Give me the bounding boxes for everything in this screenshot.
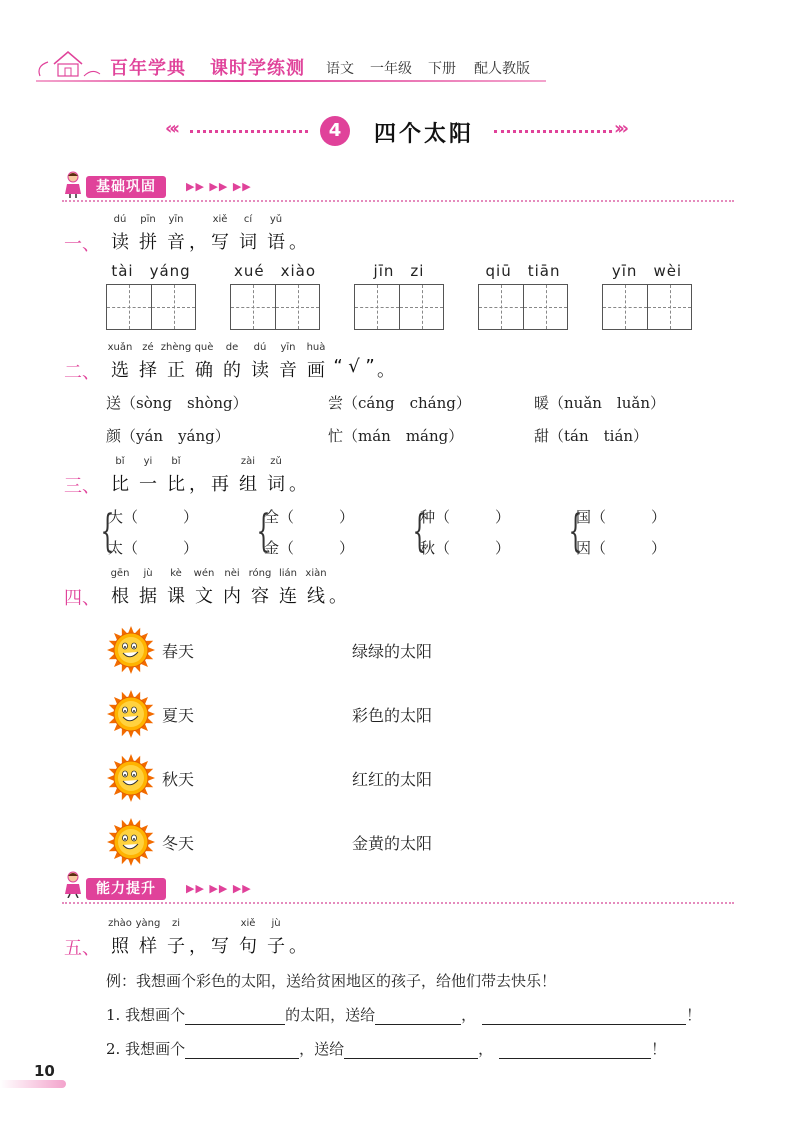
banner-arrows-icon: ▶▶ ▶▶ ▶▶ — [186, 180, 252, 193]
char-column — [262, 214, 290, 254]
volume: 下册 — [428, 61, 456, 77]
pinyin-syllable: yīn — [611, 262, 638, 280]
pinyin: yi — [143, 456, 153, 467]
tianzige-cell[interactable] — [355, 285, 399, 329]
pinyin: yīn — [280, 342, 296, 353]
pinyin: zi — [171, 918, 181, 929]
pinyin-word — [374, 262, 425, 284]
char-column — [362, 342, 378, 382]
lesson-number: 4 — [320, 116, 350, 146]
char-column — [106, 568, 134, 608]
blank-2a[interactable] — [185, 1042, 299, 1059]
char-column — [234, 214, 262, 254]
hanzi: 内 — [223, 586, 241, 607]
hanzi: 写 — [211, 936, 229, 957]
girl-icon — [62, 170, 84, 198]
word-blank[interactable]: 秋（ ） — [420, 539, 511, 557]
char-column — [246, 342, 274, 382]
title-dots-right — [494, 130, 612, 133]
pinyin-syllable: xiào — [280, 262, 317, 280]
char-column — [234, 456, 262, 496]
char-pair — [254, 506, 410, 558]
char-column — [190, 342, 218, 382]
fill-line-1-mid: 的太阳，送给 — [285, 1006, 376, 1024]
blank-1a[interactable] — [185, 1008, 285, 1025]
word-blank[interactable]: 全（ ） — [264, 508, 355, 526]
tianzige-box[interactable] — [354, 284, 444, 330]
question-number: 二、 — [64, 362, 100, 383]
pinyin: kè — [170, 568, 182, 579]
hanzi: ” — [365, 356, 375, 377]
hanzi: 读 — [251, 360, 269, 381]
tianzige-cell[interactable] — [479, 285, 523, 329]
sun-face-icon — [106, 753, 156, 803]
hanzi: 比 — [111, 474, 129, 495]
hanzi: 线 — [307, 586, 325, 607]
season-label[interactable]: 春天 — [162, 641, 195, 661]
char-column — [206, 214, 234, 254]
char-column — [190, 918, 206, 958]
reading-choice[interactable]: 尝（cáng cháng） — [328, 394, 471, 412]
brace-icon: { — [256, 506, 271, 557]
char-column — [106, 456, 134, 496]
pinyin-syllable: qiū — [485, 262, 512, 280]
fill-line-2 — [106, 1038, 726, 1059]
pinyin-syllable: zi — [410, 262, 425, 280]
char-column — [134, 214, 162, 254]
sun-face-icon — [106, 689, 156, 739]
hanzi: ， — [189, 474, 207, 495]
pair-items — [576, 506, 666, 558]
char-column — [134, 342, 162, 382]
pinyin: zhào — [108, 918, 132, 929]
pinyin: bǐ — [171, 456, 181, 467]
char-column — [206, 918, 234, 958]
char-column — [218, 342, 246, 382]
pinyin: pīn — [140, 214, 156, 225]
hanzi: 音 — [279, 360, 297, 381]
hanzi: 子 — [167, 936, 185, 957]
fill-line-2-prefix: 2. 我想画个 — [106, 1040, 186, 1058]
char-column — [302, 342, 330, 382]
char-column — [290, 214, 306, 254]
banner-arrows-icon: ▶▶ ▶▶ ▶▶ — [186, 882, 252, 895]
pinyin: de — [225, 342, 239, 353]
reading-choice[interactable]: 颜（yán yáng） — [106, 427, 230, 445]
tianzige-box[interactable] — [602, 284, 692, 330]
pinyin: zhèng — [160, 342, 192, 353]
right-chevrons-icon: ›» — [614, 118, 626, 139]
fill-line-1-end: ！ — [686, 1006, 702, 1024]
pinyin-word — [486, 262, 561, 284]
pinyin: yǔ — [269, 214, 283, 225]
reading-choice[interactable]: 暖（nuǎn luǎn） — [534, 394, 665, 412]
reading-choice[interactable]: 甜（tán tián） — [534, 427, 649, 445]
char-column — [346, 342, 362, 382]
question-2 — [64, 342, 744, 452]
question-text — [106, 568, 346, 608]
hanzi: 子 — [267, 936, 285, 957]
tianzige-cell[interactable] — [603, 285, 647, 329]
question-4 — [64, 568, 744, 868]
hanzi: 词 — [267, 474, 285, 495]
question-text — [106, 456, 306, 496]
hanzi: 。 — [289, 232, 307, 253]
question-text — [106, 342, 394, 382]
tianzige-cell[interactable] — [647, 285, 691, 329]
hanzi: 容 — [251, 586, 269, 607]
pinyin: xiě — [240, 918, 256, 929]
char-column — [134, 568, 162, 608]
char-column — [330, 568, 346, 608]
word-blank[interactable]: 大（ ） — [108, 508, 199, 526]
grade: 一年级 — [370, 61, 412, 77]
question-number: 三、 — [64, 476, 100, 497]
pinyin-word — [234, 262, 316, 284]
blank-2c[interactable] — [499, 1042, 651, 1059]
hanzi: 词 — [239, 232, 257, 253]
blank-1c[interactable] — [482, 1008, 686, 1025]
page-tab — [0, 1080, 66, 1088]
match-row — [106, 618, 706, 682]
pinyin: zài — [240, 456, 256, 467]
pair-items — [108, 506, 198, 558]
char-column — [106, 918, 134, 958]
match-row — [106, 746, 706, 810]
pinyin: lián — [278, 568, 298, 579]
pinyin: xuǎn — [107, 342, 133, 353]
hanzi: 。 — [377, 360, 395, 381]
hanzi: 根 — [111, 586, 129, 607]
char-pair — [98, 506, 254, 558]
word-blank[interactable]: 太（ ） — [108, 539, 199, 557]
word-blank[interactable]: 国（ ） — [576, 508, 667, 526]
question-1 — [64, 214, 744, 334]
hanzi: 拼 — [139, 232, 157, 253]
hanzi: 正 — [167, 360, 185, 381]
hanzi: 音 — [167, 232, 185, 253]
char-column — [302, 568, 330, 608]
pinyin: gēn — [110, 568, 130, 579]
fill-line-2-mid: ，送给 — [299, 1040, 345, 1058]
word-blank[interactable]: 金（ ） — [264, 539, 355, 557]
char-column — [262, 456, 290, 496]
pinyin: dú — [253, 342, 267, 353]
tianzige-cell[interactable] — [107, 285, 151, 329]
tianzige-cell[interactable] — [151, 285, 195, 329]
pinyin-syllable: tài — [111, 262, 134, 280]
pinyin: yīn — [168, 214, 184, 225]
sun-description[interactable]: 红红的太阳 — [352, 769, 433, 789]
hanzi: 。 — [329, 586, 347, 607]
pinyin: zǔ — [270, 456, 282, 467]
pinyin: huà — [306, 342, 326, 353]
pinyin: cí — [243, 214, 253, 225]
char-column — [134, 456, 162, 496]
pinyin: wén — [193, 568, 215, 579]
question-text — [106, 214, 306, 254]
pinyin-syllable: jīn — [373, 262, 395, 280]
fill-line-1-prefix: 1. 我想画个 — [106, 1006, 186, 1024]
hanzi: 课 — [167, 586, 185, 607]
char-column — [330, 342, 346, 382]
page-number: 10 — [34, 1062, 55, 1080]
sun-face-icon — [106, 625, 156, 675]
pinyin: xiàn — [305, 568, 327, 579]
pinyin-syllable: wèi — [653, 262, 683, 280]
char-column — [246, 568, 274, 608]
tianzige-box[interactable] — [478, 284, 568, 330]
hanzi: ， — [189, 232, 207, 253]
fill-line-1 — [106, 1004, 726, 1025]
hanzi: 样 — [139, 936, 157, 957]
pinyin-word-grid — [478, 262, 568, 330]
tianzige-cell[interactable] — [399, 285, 443, 329]
girl-icon — [62, 870, 84, 898]
pinyin-word-grid — [106, 262, 196, 330]
hanzi: 画 — [307, 360, 325, 381]
left-chevrons-icon: «‹ — [165, 118, 177, 139]
sun-face-icon — [106, 817, 156, 867]
hanzi: ， — [189, 936, 207, 957]
section-banner-basic: 基础巩固 — [86, 176, 166, 198]
char-column — [274, 568, 302, 608]
char-pair — [566, 506, 722, 558]
char-column — [162, 568, 190, 608]
fill-line-2-comma: ， — [478, 1040, 494, 1058]
pinyin-word — [612, 262, 682, 284]
pinyin-word — [111, 262, 190, 284]
fill-line-2-end: ！ — [651, 1040, 667, 1058]
blank-1b[interactable] — [375, 1008, 461, 1025]
reading-choice[interactable]: 送（sòng shòng） — [106, 394, 248, 412]
brace-icon: { — [100, 506, 115, 557]
char-column — [190, 456, 206, 496]
edition: 配人教版 — [474, 61, 530, 77]
hanzi: 语 — [267, 232, 285, 253]
pinyin: què — [194, 342, 214, 353]
hanzi: 择 — [139, 360, 157, 381]
tianzige-cell[interactable] — [523, 285, 567, 329]
char-column — [218, 568, 246, 608]
char-column — [262, 918, 290, 958]
pinyin: nèi — [224, 568, 240, 579]
char-pair — [410, 506, 566, 558]
house-icon — [34, 48, 106, 78]
match-row — [106, 682, 706, 746]
tianzige-box[interactable] — [106, 284, 196, 330]
example-sentence: 例：我想画个彩色的太阳，送给贫困地区的孩子，给他们带去快乐！ — [106, 972, 557, 990]
hanzi: 文 — [195, 586, 213, 607]
section-banner-advanced: 能力提升 — [86, 878, 166, 900]
pinyin: jù — [143, 568, 153, 579]
question-number: 一、 — [64, 234, 100, 255]
hanzi: 确 — [195, 360, 213, 381]
question-text — [106, 918, 306, 958]
brand-name: 百年学典 — [110, 58, 186, 79]
char-column — [290, 918, 306, 958]
blank-2b[interactable] — [344, 1042, 478, 1059]
subject: 语文 — [326, 61, 354, 77]
pinyin-word-grid — [602, 262, 692, 330]
header-rule — [36, 80, 546, 82]
char-column — [190, 214, 206, 254]
hanzi: 的 — [223, 360, 241, 381]
char-column — [162, 918, 190, 958]
sun-description[interactable]: 金黄的太阳 — [352, 833, 433, 853]
char-column — [234, 918, 262, 958]
pinyin: xiě — [212, 214, 228, 225]
pinyin: zé — [142, 342, 154, 353]
question-3 — [64, 456, 744, 566]
char-column — [274, 342, 302, 382]
char-column — [206, 456, 234, 496]
word-blank[interactable]: 因（ ） — [576, 539, 667, 557]
pinyin: yàng — [135, 918, 161, 929]
tianzige-cell[interactable] — [275, 285, 319, 329]
pinyin-word-grid — [230, 262, 320, 330]
title-dots-left — [190, 130, 308, 133]
char-column — [162, 214, 190, 254]
hanzi: 句 — [239, 936, 257, 957]
char-column — [106, 342, 134, 382]
char-column — [290, 456, 306, 496]
pair-items — [264, 506, 354, 558]
reading-choice[interactable]: 忙（mán máng） — [328, 427, 464, 445]
question-number: 五、 — [64, 938, 100, 959]
word-blank[interactable]: 种（ ） — [420, 508, 511, 526]
hanzi: 组 — [239, 474, 257, 495]
hanzi: 比 — [167, 474, 185, 495]
fill-line-1-comma: ， — [461, 1006, 477, 1024]
question-5 — [64, 918, 754, 1068]
hanzi: 。 — [289, 474, 307, 495]
season-label[interactable]: 秋天 — [162, 769, 195, 789]
hanzi: 照 — [111, 936, 129, 957]
pinyin-syllable: xué — [233, 262, 265, 280]
section-divider — [62, 200, 734, 202]
brace-icon: { — [568, 506, 583, 557]
match-row — [106, 810, 706, 874]
hanzi: 据 — [139, 586, 157, 607]
char-column — [378, 342, 394, 382]
hanzi: 连 — [279, 586, 297, 607]
pinyin: bǐ — [115, 456, 125, 467]
char-column — [134, 918, 162, 958]
sun-description[interactable]: 绿绿的太阳 — [352, 641, 433, 661]
sun-description[interactable]: 彩色的太阳 — [352, 705, 433, 725]
hanzi: 读 — [111, 232, 129, 253]
hanzi: 选 — [111, 360, 129, 381]
pinyin: jù — [271, 918, 281, 929]
pinyin-syllable: yáng — [149, 262, 191, 280]
pinyin-syllable: tiān — [527, 262, 561, 280]
char-column — [106, 214, 134, 254]
brace-icon: { — [412, 506, 427, 557]
tianzige-box[interactable] — [230, 284, 320, 330]
series-name: 课时学练测 — [210, 58, 305, 79]
season-label[interactable]: 冬天 — [162, 833, 195, 853]
hanzi: 写 — [211, 232, 229, 253]
season-label[interactable]: 夏天 — [162, 705, 195, 725]
hanzi: “ — [333, 356, 343, 377]
question-number: 四、 — [64, 588, 100, 609]
hanzi: 再 — [211, 474, 229, 495]
char-column — [162, 456, 190, 496]
char-column — [190, 568, 218, 608]
tianzige-cell[interactable] — [231, 285, 275, 329]
hanzi: 。 — [289, 936, 307, 957]
pinyin-word-grid — [354, 262, 444, 330]
pinyin: róng — [248, 568, 272, 579]
pair-items — [420, 506, 510, 558]
hanzi: √ — [348, 356, 360, 377]
lesson-title: 四个太阳 — [374, 122, 475, 147]
pinyin: dú — [113, 214, 127, 225]
section-divider — [62, 902, 734, 904]
hanzi: 一 — [139, 474, 157, 495]
char-column — [162, 342, 190, 382]
